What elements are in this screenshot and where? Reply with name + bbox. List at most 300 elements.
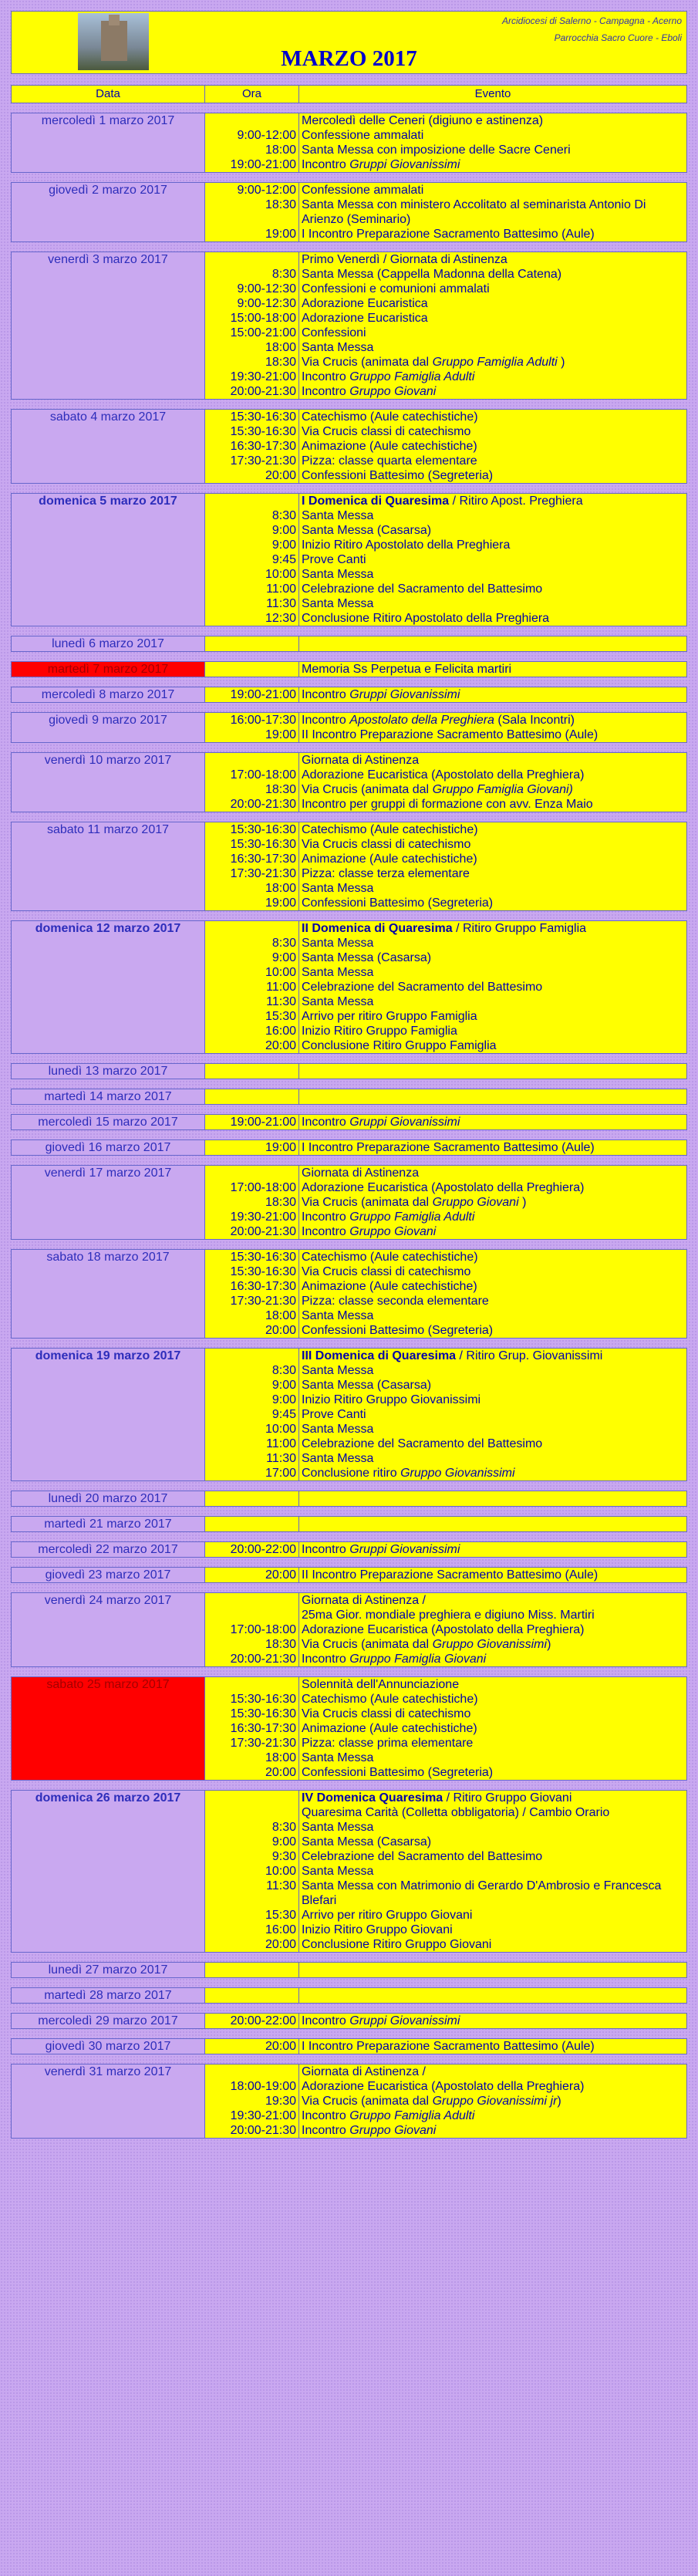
event-time — [205, 1963, 299, 1977]
event-text — [299, 2108, 686, 2123]
event-row — [205, 340, 686, 355]
event-text — [299, 1820, 686, 1835]
day-events — [205, 1542, 686, 1557]
day-date: martedì 21 marzo 2017 — [12, 1517, 205, 1531]
event-text — [299, 552, 686, 567]
event-row — [205, 921, 686, 936]
event-text — [299, 1721, 686, 1736]
event-row — [205, 713, 686, 728]
event-row — [205, 2079, 686, 2094]
event-text — [299, 227, 686, 241]
event-row — [205, 1864, 686, 1879]
event-row — [205, 1677, 686, 1692]
event-time: 19:00 — [205, 227, 299, 241]
event-text — [299, 2039, 686, 2054]
event-text — [299, 1166, 686, 1180]
event-text-part: Santa Messa — [302, 568, 374, 581]
event-time: 20:00 — [205, 1765, 299, 1780]
day-date: lunedì 27 marzo 2017 — [12, 1963, 205, 1977]
event-text — [299, 1140, 686, 1155]
event-text — [299, 384, 686, 399]
event-time: 15:30-16:30 — [205, 1707, 299, 1721]
event-time: 11:00 — [205, 1437, 299, 1451]
event-text-part: Incontro — [302, 158, 350, 171]
event-text-part: Santa Messa — [302, 1423, 374, 1436]
event-row — [205, 2039, 686, 2054]
event-text — [299, 1923, 686, 1937]
day-date: mercoledì 22 marzo 2017 — [12, 1542, 205, 1557]
event-text — [299, 1791, 686, 1805]
event-text — [299, 2065, 686, 2079]
event-text — [299, 1988, 686, 2003]
event-text — [299, 866, 686, 881]
event-row — [205, 227, 686, 241]
col-date: Data — [12, 86, 205, 103]
event-time — [205, 636, 299, 651]
parish-line: Parrocchia Sacro Cuore - Eboli — [554, 32, 682, 43]
event-text — [299, 636, 686, 651]
event-row — [205, 538, 686, 552]
event-text-part: Confessioni Battesimo (Segreteria) — [302, 896, 494, 910]
event-text — [299, 1407, 686, 1422]
day-block — [11, 1987, 687, 2004]
event-time: 10:00 — [205, 1422, 299, 1437]
event-row — [205, 252, 686, 267]
event-row — [205, 1835, 686, 1849]
event-text — [299, 1736, 686, 1751]
event-time: 17:30-21:30 — [205, 1294, 299, 1308]
day-date: mercoledì 15 marzo 2017 — [12, 1115, 205, 1129]
event-text — [299, 921, 686, 936]
event-text-part: Quaresima Carità (Colletta obbligatoria) / Cambio Orario — [302, 1806, 610, 1819]
event-text — [299, 1180, 686, 1195]
event-text-part: / Ritiro Gruppo Famiglia — [452, 922, 587, 935]
event-text — [299, 439, 686, 454]
event-row — [205, 1491, 686, 1506]
event-row — [205, 636, 686, 651]
day-date: mercoledì 1 marzo 2017 — [12, 113, 205, 172]
event-text — [299, 183, 686, 198]
event-text-part: Confessione ammalati — [302, 184, 424, 197]
event-row — [205, 1451, 686, 1466]
event-text-part: Giornata di Astinenza / — [302, 1594, 426, 1607]
event-row — [205, 1349, 686, 1363]
event-text-part: II Incontro Preparazione Sacramento Battesimo (Aule) — [302, 1568, 599, 1582]
event-text-part: I Incontro Preparazione Sacramento Battesimo (Aule) — [302, 228, 595, 241]
event-text — [299, 340, 686, 355]
event-text — [299, 1652, 686, 1666]
day-events — [205, 252, 686, 399]
event-row — [205, 1707, 686, 1721]
event-text — [299, 1707, 686, 1721]
event-text-part: Inizio Ritiro Gruppo Giovani — [302, 1923, 453, 1936]
event-text — [299, 1349, 686, 1363]
event-time — [205, 1593, 299, 1608]
event-text — [299, 1568, 686, 1582]
event-text — [299, 1593, 686, 1608]
event-text — [299, 523, 686, 538]
event-time: 18:00 — [205, 1308, 299, 1323]
event-text-part: Santa Messa — [302, 341, 374, 354]
event-time: 11:00 — [205, 980, 299, 994]
event-text — [299, 768, 686, 782]
event-row — [205, 1765, 686, 1780]
day-events — [205, 1491, 686, 1506]
event-time: 15:30-16:30 — [205, 822, 299, 837]
event-row — [205, 687, 686, 702]
event-row — [205, 1568, 686, 1582]
event-time: 11:30 — [205, 1451, 299, 1466]
col-time: Ora — [205, 86, 299, 103]
day-block — [11, 493, 687, 626]
event-time: 17:30-21:30 — [205, 1736, 299, 1751]
event-text-part: Gruppo Famiglia Adulti — [349, 370, 475, 383]
col-event: Evento — [474, 87, 511, 100]
event-time: 9:00-12:30 — [205, 282, 299, 296]
event-text-part: Animazione (Aule catechistiche) — [302, 852, 477, 866]
event-row — [205, 1937, 686, 1952]
day-block — [11, 636, 687, 652]
event-text — [299, 454, 686, 468]
day-events — [205, 1677, 686, 1780]
event-row — [205, 1422, 686, 1437]
event-text-part: / Ritiro Gruppo Giovani — [443, 1791, 572, 1805]
event-row — [205, 296, 686, 311]
event-time — [205, 1491, 299, 1506]
day-block — [11, 712, 687, 743]
event-row — [205, 113, 686, 128]
event-text-part: Adorazione Eucaristica (Apostolato della Preghiera) — [302, 768, 585, 782]
day-block — [11, 1676, 687, 1781]
event-text-part: Celebrazione del Sacramento del Battesimo — [302, 1437, 543, 1450]
event-row — [205, 662, 686, 677]
event-text-part: Via Crucis (animata dal — [302, 356, 433, 369]
event-time: 17:00-18:00 — [205, 1180, 299, 1195]
event-text-part: Santa Messa — [302, 1865, 374, 1878]
event-row — [205, 1407, 686, 1422]
event-text — [299, 1089, 686, 1104]
event-text-part: Santa Messa — [302, 1309, 374, 1322]
event-time: 12:30 — [205, 611, 299, 626]
day-block — [11, 1089, 687, 1105]
calendar-page — [11, 11, 687, 2139]
event-time: 19:30-21:00 — [205, 370, 299, 384]
event-text — [299, 1393, 686, 1407]
day-events — [205, 822, 686, 910]
event-row — [205, 896, 686, 910]
event-text-part: Santa Messa (Casarsa) — [302, 524, 432, 537]
event-row — [205, 1115, 686, 1129]
event-time: 18:00 — [205, 1751, 299, 1765]
event-row — [205, 596, 686, 611]
event-text — [299, 1009, 686, 1024]
day-events — [205, 921, 686, 1053]
event-row — [205, 797, 686, 812]
event-time: 16:30-17:30 — [205, 1721, 299, 1736]
day-date: giovedì 9 marzo 2017 — [12, 713, 205, 742]
event-text-part: Gruppi Giovanissimi — [349, 2014, 460, 2027]
event-text-part: Gruppi Giovanissimi — [349, 1116, 460, 1129]
event-text-part: Incontro — [302, 2109, 350, 2122]
event-text — [299, 1451, 686, 1466]
day-block — [11, 752, 687, 812]
event-text-part: Santa Messa — [302, 509, 374, 522]
event-text-part: Via Crucis classi di catechismo — [302, 1265, 471, 1278]
day-events — [205, 713, 686, 742]
day-events — [205, 753, 686, 812]
event-row — [205, 2014, 686, 2028]
event-time: 8:30 — [205, 508, 299, 523]
event-row — [205, 326, 686, 340]
day-events — [205, 410, 686, 483]
event-row — [205, 2123, 686, 2138]
event-text — [299, 852, 686, 866]
event-text — [299, 596, 686, 611]
event-text-part: Mercoledì delle Ceneri (digiuno e astinenza) — [302, 114, 544, 127]
event-text-part: Giornata di Astinenza — [302, 1166, 420, 1180]
days-list — [11, 113, 687, 2139]
event-text-part: Gruppo Famiglia Adulti — [349, 2109, 475, 2122]
event-text-part: Gruppo Giovani — [349, 385, 437, 398]
diocese-line: Arcidiocesi di Salerno - Campagna - Acerno — [502, 15, 682, 26]
day-date: martedì 7 marzo 2017 — [12, 662, 205, 677]
event-time: 15:30 — [205, 1009, 299, 1024]
event-text-part: Gruppo Giovanissimi — [432, 1638, 548, 1651]
event-text-part: Celebrazione del Sacramento del Battesimo — [302, 582, 543, 596]
event-time: 20:00 — [205, 2039, 299, 2054]
event-row — [205, 143, 686, 157]
event-time: 9:00 — [205, 1393, 299, 1407]
column-header — [11, 85, 687, 103]
event-text-part: Gruppo Famiglia Giovani — [349, 1653, 487, 1666]
event-time: 19:30 — [205, 2094, 299, 2108]
event-text-part: IV Domenica Quaresima — [302, 1791, 443, 1805]
event-time: 11:30 — [205, 994, 299, 1009]
event-text — [299, 296, 686, 311]
event-time: 15:00-21:00 — [205, 326, 299, 340]
event-text-part: Adorazione Eucaristica — [302, 297, 428, 310]
event-time: 8:30 — [205, 1363, 299, 1378]
day-date: venerdì 24 marzo 2017 — [12, 1593, 205, 1666]
event-text — [299, 1279, 686, 1294]
day-block — [11, 2038, 687, 2054]
event-row — [205, 866, 686, 881]
event-time: 8:30 — [205, 1820, 299, 1835]
day-events — [205, 2039, 686, 2054]
event-text — [299, 1378, 686, 1393]
event-text — [299, 1195, 686, 1210]
event-text-part: Santa Messa — [302, 1452, 374, 1465]
day-block — [11, 409, 687, 484]
event-row — [205, 157, 686, 172]
event-text-part: Pizza: classe quarta elementare — [302, 454, 477, 468]
event-text — [299, 1437, 686, 1451]
event-text-part: Confessioni Battesimo (Segreteria) — [302, 469, 494, 482]
day-block — [11, 1491, 687, 1507]
event-text — [299, 950, 686, 965]
day-events — [205, 1140, 686, 1155]
event-time — [205, 1608, 299, 1622]
event-row — [205, 1378, 686, 1393]
event-time — [205, 662, 299, 677]
event-text-part: Pizza: classe terza elementare — [302, 867, 470, 880]
event-row — [205, 370, 686, 384]
event-row — [205, 1210, 686, 1224]
event-text — [299, 1765, 686, 1780]
event-text-part: Inizio Ritiro Gruppo Famiglia — [302, 1025, 457, 1038]
day-date: sabato 11 marzo 2017 — [12, 822, 205, 910]
event-time: 18:30 — [205, 782, 299, 797]
event-text-part: Animazione (Aule catechistiche) — [302, 1722, 477, 1735]
event-time: 20:00-22:00 — [205, 1542, 299, 1557]
event-text-part: Santa Messa — [302, 995, 374, 1008]
day-events — [205, 1568, 686, 1582]
event-text — [299, 282, 686, 296]
day-date: sabato 18 marzo 2017 — [12, 1250, 205, 1338]
day-block — [11, 1348, 687, 1481]
event-text — [299, 1363, 686, 1378]
event-text — [299, 1542, 686, 1557]
event-time: 18:30 — [205, 198, 299, 227]
event-text — [299, 1751, 686, 1765]
event-text — [299, 582, 686, 596]
event-time: 20:00-21:30 — [205, 384, 299, 399]
event-time — [205, 921, 299, 936]
event-text — [299, 1864, 686, 1879]
day-block — [11, 113, 687, 173]
event-text-part: II Incontro Preparazione Sacramento Battesimo (Aule) — [302, 728, 599, 741]
day-date: giovedì 30 marzo 2017 — [12, 2039, 205, 2054]
event-text — [299, 1024, 686, 1038]
event-text-part: Incontro — [302, 385, 350, 398]
event-time: 9:45 — [205, 1407, 299, 1422]
event-text-part: Via Crucis classi di catechismo — [302, 1707, 471, 1720]
event-time: 9:30 — [205, 1849, 299, 1864]
event-text — [299, 1264, 686, 1279]
event-text-part: Conclusione Ritiro Gruppo Famiglia — [302, 1039, 497, 1052]
event-text — [299, 2079, 686, 2094]
event-text — [299, 1908, 686, 1923]
day-events — [205, 1963, 686, 1977]
event-time: 20:00 — [205, 1568, 299, 1582]
day-date: venerdì 10 marzo 2017 — [12, 753, 205, 812]
day-events — [205, 1115, 686, 1129]
event-time: 16:30-17:30 — [205, 1279, 299, 1294]
event-row — [205, 384, 686, 399]
event-time — [205, 2065, 299, 2079]
event-text — [299, 687, 686, 702]
event-time: 9:00 — [205, 538, 299, 552]
event-time: 20:00-21:30 — [205, 2123, 299, 2138]
event-row — [205, 1736, 686, 1751]
event-row — [205, 1849, 686, 1864]
event-time: 18:30 — [205, 355, 299, 370]
event-row — [205, 1517, 686, 1531]
event-row — [205, 1820, 686, 1835]
event-text — [299, 410, 686, 424]
day-events — [205, 494, 686, 626]
day-date: sabato 25 marzo 2017 — [12, 1677, 205, 1780]
day-block — [11, 687, 687, 703]
event-row — [205, 1593, 686, 1608]
event-text-part: Prove Canti — [302, 1408, 366, 1421]
event-time — [205, 1677, 299, 1692]
event-text-part: Santa Messa — [302, 597, 374, 610]
event-row — [205, 1652, 686, 1666]
day-block — [11, 1165, 687, 1240]
event-text-part: Catechismo (Aule catechistiche) — [302, 410, 478, 424]
event-row — [205, 1608, 686, 1622]
page-title: MARZO 2017 — [281, 46, 417, 71]
event-row — [205, 355, 686, 370]
event-row — [205, 1622, 686, 1637]
event-text — [299, 326, 686, 340]
event-time: 15:30-16:30 — [205, 837, 299, 852]
event-time: 15:30-16:30 — [205, 424, 299, 439]
event-row — [205, 454, 686, 468]
event-time: 9:00 — [205, 950, 299, 965]
event-text-part: Incontro — [302, 2014, 350, 2027]
event-text — [299, 157, 686, 172]
event-time: 19:00-21:00 — [205, 687, 299, 702]
event-text — [299, 1250, 686, 1264]
day-events — [205, 636, 686, 651]
day-events — [205, 183, 686, 241]
event-text — [299, 128, 686, 143]
event-text-part: Santa Messa — [302, 882, 374, 895]
event-time — [205, 1805, 299, 1820]
event-text-part: Giornata di Astinenza — [302, 754, 420, 767]
day-date: venerdì 3 marzo 2017 — [12, 252, 205, 399]
event-text — [299, 1849, 686, 1864]
event-time: 15:00-18:00 — [205, 311, 299, 326]
event-time: 9:00-12:00 — [205, 183, 299, 198]
event-time: 20:00 — [205, 1323, 299, 1338]
event-time: 9:00-12:00 — [205, 128, 299, 143]
event-text-part: Santa Messa — [302, 1364, 374, 1377]
event-text-part: Conclusione Ritiro Gruppo Giovani — [302, 1938, 492, 1951]
event-time: 11:00 — [205, 582, 299, 596]
event-time: 9:45 — [205, 552, 299, 567]
day-date: venerdì 17 marzo 2017 — [12, 1166, 205, 1239]
event-time — [205, 1064, 299, 1079]
day-date: giovedì 23 marzo 2017 — [12, 1568, 205, 1582]
event-row — [205, 611, 686, 626]
event-row — [205, 267, 686, 282]
event-text-part: Adorazione Eucaristica — [302, 312, 428, 325]
event-row — [205, 1908, 686, 1923]
event-text — [299, 1692, 686, 1707]
event-text — [299, 728, 686, 742]
event-text-part: Solennità dell'Annunciazione — [302, 1678, 460, 1691]
event-text-part: I Domenica di Quaresima — [302, 495, 450, 508]
event-row — [205, 468, 686, 483]
event-time — [205, 252, 299, 267]
event-row — [205, 881, 686, 896]
event-text-part: Incontro — [302, 1210, 350, 1224]
event-row — [205, 768, 686, 782]
event-row — [205, 1166, 686, 1180]
event-text — [299, 1677, 686, 1692]
event-text-part: Gruppi Giovanissimi — [349, 158, 460, 171]
event-text-part: Santa Messa — [302, 937, 374, 950]
event-text-part: Apostolato della Preghiera — [349, 714, 494, 727]
day-date: lunedì 13 marzo 2017 — [12, 1064, 205, 1079]
event-time: 19:00 — [205, 896, 299, 910]
event-time: 17:00-18:00 — [205, 768, 299, 782]
event-time: 10:00 — [205, 567, 299, 582]
event-row — [205, 552, 686, 567]
